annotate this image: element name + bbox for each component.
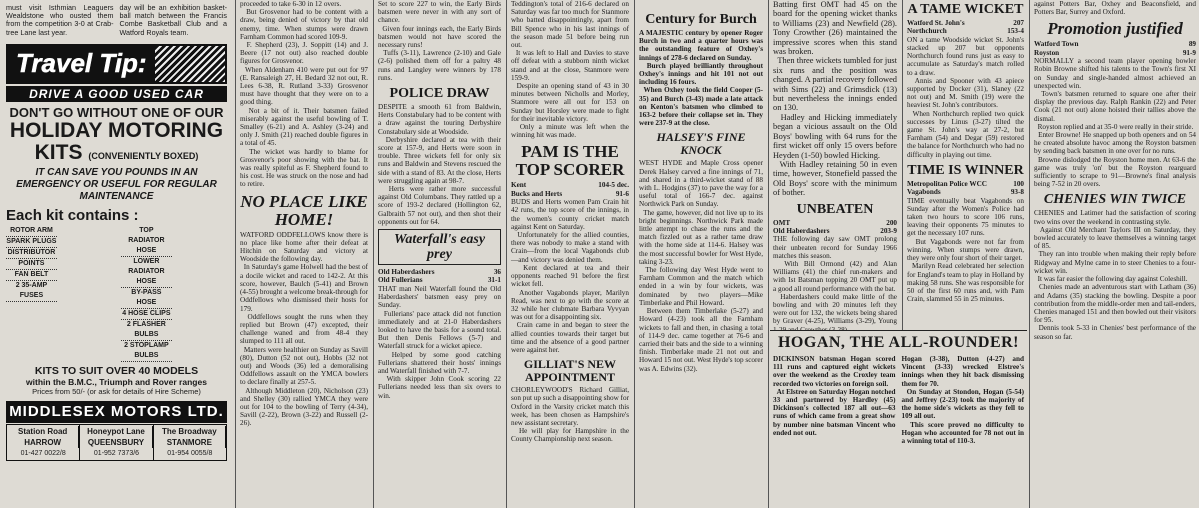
kit-item: 2 FLASHER BULBS <box>121 320 172 341</box>
score-line <box>378 276 501 284</box>
branch-tel: 01-954 0055/8 <box>167 449 213 457</box>
headline-unbeaten: UNBEATEN <box>796 201 874 217</box>
kit-item: 4 HOSE CLIPS <box>121 309 172 320</box>
team: Bucks and Herts <box>511 189 563 198</box>
branch-road: Honeypot Lane <box>80 426 152 437</box>
score-line <box>907 19 1024 27</box>
tame-wicket-report: ON a tame Woodside wicket St. John's stacked up 207 but opponents Northchurch found runs just as easy to accumulate as Saturday's match rolled to a draw. Annis and Spooner with 43 apiece supported by Docker (31), Slaney (22 not out) and M. Smith (19) were the heaviest St. John's contributors. When Northchurch replied two quick successes by Linus (3-27) tilted the game St. John's way at 27-2, but Farnham (54) and Degar (59) restored the balance for Northchurch who had no difficulty in playing out time. <box>907 35 1024 159</box>
headline-chenies-win-twice: CHENIES WIN TWICE <box>1043 192 1187 208</box>
kit-item: POINTS <box>6 259 57 270</box>
branch-tel: 01-427 0022/8 <box>20 449 66 457</box>
score-line <box>907 180 1024 188</box>
omt-report: Batting first OMT had 45 on the board for the opening wicket thanks to Williams (23) and Newfield (28). Tony Crowther (26) maintained the impressive scores when this stand was broken. Then three wickets tumbled for just six runs and the position was changed. A partial recovery followed with Sims (22) and Grimsdick (13) but nevertheless the innings ended on 130. Hadley and Hicking immediately began a vicious assault on the Old Boys' bowling with 64 runs for the first wicket off only 15 overs before Heyden (1-50) bowled Hicking. With Hadley retaining 50 in even time, however, Stonefield passed the Old Boys' score with the minimum of bother. <box>773 0 898 198</box>
team: Metropolitan Police WCC <box>907 179 987 188</box>
pam-crain-report: BUDS and Herts women Pam Crain hit 42 runs, the top score of the innings, in the women's county cricket match against Kent on Saturday. Unfortunately for the allied counties, there was nobody to make a stand with Crain—from the local Vagabonds club—and victory was denied them. Kent declared at tea and their opponents reached 91 before the first wicket fell. Another Vagabonds player, Marilyn Read, was next to go with the score at 32 while her clubmate Barbara Vyvyan was out for a disappointing six. Crain came in and began to steer the allied counties towards their target but time and the absence of a good partner were against her. <box>511 198 629 354</box>
team: Northchurch <box>907 27 947 36</box>
column-5 <box>636 0 766 508</box>
langley-report: Set to score 227 to win, the Early Birds batsmen were never in with any sort of chance. Given four innings each, the Early Birds batsmen would not have scored the necessary runs! Tuffs (3-11), Lawrence (2-10) and Gale (2-6) polished them off for a paltry 48 runs and Langley were winners by 178 runs. <box>378 0 502 82</box>
branch-road: The Broadway <box>154 426 226 437</box>
column-4 <box>508 0 632 508</box>
stanmore-report: Teddington's total of 216-6 declared on Saturday was far too much for Stanmore who batted disappointingly, apart from Bill Spence who in his last innings of the season made 51 before being run out. It was left to Hall and Davies to stave off defeat with a stubborn ninth wicket stand and at the close, Stanmore were 159-9. Despite an opening stand of 43 in 30 minutes between Nicholls and Morley, Stanmore were all out for 153 on Sunday but Horsley were made to fight for their inevitable victory. Only a minute was left when the winning hit was made. <box>511 0 630 140</box>
score: 153-4 <box>1007 27 1024 36</box>
branch-tel: 01-952 7373/6 <box>93 449 140 457</box>
advert-line-holiday: HOLIDAY MOTORING <box>9 118 224 142</box>
score: 89 <box>1188 40 1196 49</box>
branch-stanmore <box>154 425 226 460</box>
within-ranges: within the B.M.C., Triumph and Rover ranges <box>26 376 207 387</box>
headline-no-place-like-home: NO PLACE LIKE HOME! <box>240 191 368 229</box>
score: 93-8 <box>1010 188 1024 197</box>
kit-item: TOP RADIATOR HOSE <box>121 226 172 257</box>
score: 200 <box>886 218 897 227</box>
kit-list-right <box>121 226 227 362</box>
headline-gilliat: GILLIAT'S NEW APPOINTMENT <box>523 357 617 385</box>
headline-hogan: HOGAN, THE ALL-ROUNDER! <box>777 334 1019 351</box>
headline-waterfall: Waterfall's easy prey <box>378 229 501 265</box>
team: Royston <box>1034 48 1060 57</box>
kit-item: LOWER RADIATOR HOSE <box>121 257 172 288</box>
kit-item: 2 35-AMP FUSES <box>6 281 57 302</box>
score: 31-1 <box>487 276 501 285</box>
headline-time-is-winner: TIME IS WINNER <box>907 162 1024 178</box>
branch-list <box>6 424 227 461</box>
oddfellows-report: WATFORD ODDFELLOWS know there is no place like home after their defeat at Hitchin on Saturday and victory at Woodside the following day. In Saturday's game Holwell had the best of a docile wicket and raced to 142-2. At this score, however, Baulch (5-41) and Brown (4-55) brought a welcome break-through for Oddfellows who dismissed their hosts for 179. Oddfellows sought the runs when they replied but Brown (47) excepted, their challenge waned and from 48-4 they slumped to 111 all out. Matters were healthier on Sunday as Savill (80), Dutton (52 not out), Hobbs (32 not out) and Woods (36) led a demoralising Oddfellows assault on the YMCA bowlers to declare finally at 257-5. Although Middleton (20), Nicholson (23) and Shelley (30) rallied YMCA they were out for 104 to the bowling of Terry (4-34), Savill (2-22), Brown (3-22) and Russell (2-26). <box>240 230 368 428</box>
column-2 <box>237 0 371 508</box>
advert-top-text <box>6 4 227 39</box>
promotion-report: NORMALLY a second team player opening bowler Robin Browne shifted his talents to the Town's first XI on Sunday and single-handed almost achieved an unexpected win. Town's batsmen returned to square one after their display the previous day. Ralph Rankin (22) and Peter Cook (21 not out) alone hoisted their tallies above the dismal. Royston replied and at 35-0 were really in their stride. Enter Browne! He snapped up both openers and on 54 he created absolute havoc among the Royston batsmen by sending back batsmen in one over for no runs. Browne dislodged the Royston home men. At 63-6 the game was truly 'on' but the Royston rearguard sufficiently to scrape to 91—Browne's final analysis being 7-52 in 20 overs. <box>1034 57 1197 189</box>
score: 36 <box>493 268 501 277</box>
headline-pam-top-scorer: PAM IS THE TOP SCORER <box>515 142 625 180</box>
team: Old Haberdashers <box>378 268 435 277</box>
score: 91-6 <box>615 189 629 198</box>
branch-town: HARROW <box>7 437 79 448</box>
headline-police-draw: POLICE DRAW <box>389 86 490 102</box>
advert-line-save: IT CAN SAVE YOU POUNDS IN AN EMERGENCY OR USEFUL FOR REGULAR MAINTENANCE <box>16 166 217 202</box>
score: 91-9 <box>1182 48 1196 57</box>
column-8 <box>1031 0 1199 508</box>
branch-town: QUEENSBURY <box>80 437 152 448</box>
score-line <box>511 190 629 198</box>
kit-item: BY-PASS HOSE <box>121 288 172 309</box>
kit-item: SPARK PLUGS <box>6 237 57 248</box>
team: Old Haberdashers <box>773 226 830 235</box>
team: Watford St. John's <box>907 19 965 27</box>
unbeaten-report: THE following day saw OMT prolong their unbeaten record for Sunday 1966 matches this season. With Bill Ormond (42) and Alan Williams (41) the chief run-makers and with Ist Batsman topping 20 OMT put up a good all round performance with the bat. Haberdashers could make little of the bowling and with 20 minutes left they were out for 132, the wickets being shared by Graver (4-25), Williams (3-29), Young <box>773 235 898 326</box>
top-left-text: must visit Isthmian Leaguers Wealdstone who ousted them from the competition 3-0 at Crab-tree Lane last year. <box>6 3 116 37</box>
score-line <box>378 268 501 276</box>
burch-report: A MAJESTIC century by opener Roger Burch in two and a quarter hours was the outstanding feature of Oxhey's innings of 278-6 declared on Sunday. Burch played brilliantly throughout Oxhey's innings and hit 101 not out including 16 fours. When Oxhey took the field Cooper (5-35) and Burch (3-43) made a late attack on Kenton's batsmen who climbed to 163-2 before their collapse set in. They were 237-9 at the close. <box>639 29 763 128</box>
branch-harrow <box>7 425 80 460</box>
conveniently-boxed: (CONVENIENTLY BOXED) <box>88 150 199 161</box>
score-line <box>773 227 897 235</box>
company-name: MIDDLESEX MOTORS LTD. <box>6 401 227 423</box>
kit-item: ROTOR ARM <box>6 226 57 237</box>
team: OMT <box>773 218 791 227</box>
score-line <box>773 219 897 227</box>
score: 104-5 dec. <box>598 181 629 190</box>
column-rule <box>235 0 236 508</box>
kit-list <box>6 226 227 362</box>
branch-queensbury <box>80 425 153 460</box>
column-rule <box>506 0 507 508</box>
column-rule <box>373 0 374 508</box>
travel-tip-title: Travel Tip: <box>16 47 147 78</box>
score-line <box>1034 49 1196 57</box>
hogan-story <box>770 330 1027 508</box>
stripes-decoration <box>155 46 225 82</box>
kit-item: 2 STOPLAMP BULBS <box>121 341 172 362</box>
time-winner-report: TIME eventually beat Vagabonds on Sunday after the Women's Police had taken two hours to score 106 runs, leaving their opponents 75 minutes to get the necessary 107 runs. But Vagabonds were not far from winning. When stumps were drawn, they were only four short of their target. Marilyn Read celebrated her selection for England's team to play in Holland by making 58 runs. She was responsible for 50 of the first 60 runs and, with Pam Crain, slammed 55 in 25 minutes. <box>907 196 1025 304</box>
hogan-report-2: Hogan (3-38), Dutton (4-27) and Vincent (3-33) wrecked Elstree's innings when they hit back dismissing them for 70. On Sunday at Stondon, Hogan (5-54) and Jeffrey (2-23) took the majority of the home side's wickets as they fell to 109 all out. This score proved no difficulty to Hogan who accounted for 78 not out in a winning total of 110-3. <box>901 355 1024 446</box>
chenies-report: CHENIES and Latimer had the satisfaction of scoring two wins over the weekend in contrasting style. Against Old Merchant Taylors III on Saturday, they bowled accurately to leave themselves a winning target of 85. They ran into trouble when making their reply before Ridgway and Mylne came in to steer Chenies to a four-wicket win. It was far easier the following day against Coleshill. Chenies made an adventurous start with Latham (36) and Adams (35) stacking the bowling. Despite a poor contribution from the middle-order men and tail-enders, Chenies managed 151 and then bowled out their visitors for 95. Dennis took 5-33 in Chenies' best performance of the season so far. <box>1034 209 1197 341</box>
kits-word: KITS <box>34 140 83 164</box>
kit-heading: Each kit contains : <box>6 206 139 224</box>
score: 203-9 <box>880 226 897 235</box>
kit-list-left <box>6 226 112 362</box>
team: Watford Town <box>1034 40 1079 49</box>
branch-road: Station Road <box>7 426 79 437</box>
kits-to-suit: KITS TO SUIT OVER 40 MODELS <box>34 364 199 377</box>
intro-fragment: against Potters Bar, Oxhey and Beaconsfield, and Potters Bar, Surrey and Oxford. <box>1034 0 1198 17</box>
travel-tip-advert <box>0 0 233 508</box>
hogan-report-1: DICKINSON batsman Hogan scored 111 runs and captured eight wickets over the weekend as the Croxley team recorded two victories on foreign soil. At Elstree on Saturday Hogan notched 33 and partnered by Hardley (45) Dickinson's collected 187 all out—63 runs of which came from a great show by number nine batsman Vincent who ended not out. <box>773 355 896 437</box>
score: 207 <box>1013 19 1024 27</box>
advert-line-dont-go: DON'T GO WITHOUT ONE OF OUR <box>9 104 224 120</box>
column-rule <box>768 0 769 508</box>
drive-good-car-banner: DRIVE A GOOD USED CAR <box>6 86 227 102</box>
team: Kent <box>511 181 527 190</box>
score-line <box>907 188 1024 196</box>
waterfall-report: THAT man Neil Waterfall found the Old Haberdashers' batsmen easy prey on Sunday. Fullerians' pace attack did not function immediately and at 21-0 Haberdashers looked to have the basis for a sound total. But then Denis Fellows (5-7) and Waterfall struck for a wicket apiece. Helped by some good catching Fullerians shattered their hosts' innings and Waterfall finished with 7-7. With skipper John Cook scoring 22 Fullerians needed less than six overs to win. <box>378 284 502 400</box>
headline-promotion-justified: Promotion justified <box>1047 19 1183 39</box>
score: 100 <box>1013 179 1024 188</box>
top-right-text: day will be an exhibition basket-ball match between the Francis Combe Basketball Club and a Watford Royals team. <box>119 3 229 37</box>
kit-item: DISTRIBUTOR <box>6 248 57 259</box>
halsey-report: WEST HYDE and Maple Cross opener Derek Halsey carved a fine innings of 71, and shared in a third-wicket stand of 88 with L. Hodgins (37) to pave the way for a useful total of 166-7 dec. against Northwick Park on Sunday. The game, however, did not live up to its bright beginnings. Northwick Park made little attempt to chase the runs and the match fizzled out as a rather tame draw with the home side at 114-6. Halsey was the most successful bowler for West Hyde, taking 3-23. The following day West Hyde went to Farnham Common and the match which ended in a win by four wickets, was dominated by two players—Mike Timberlake and Phil Howard. Between them Timberlake (5-27) and Howard (4-23) took all the Farnham wickets to fall and then, in chasing a total of 114-9 dec. came together at 76-6 and carried their bats and the side to a winning finish. Timberlake made 21 not out and Howard 15 not out. West Hyde's top scorer was A. Edwins (32). <box>639 159 764 373</box>
score-line <box>1034 40 1196 48</box>
column-3 <box>375 0 504 508</box>
travel-tip-banner <box>6 44 227 84</box>
headline-century-for-burch: Century for Burch <box>645 12 757 27</box>
column-rule <box>634 0 635 508</box>
headline-halsey: HALSEY'S FINE KNOCK <box>656 130 746 158</box>
score-line <box>511 181 629 189</box>
police-report: DESPITE a smooth 61 from Baldwin, Herts Constabulary had to be content with a draw against the touring Derbyshire Constabulary side at Woodside. Derbyshire declared at tea with their score at 157-9, and Herts were soon in trouble. Three wickets fell for only six runs and Baldwin and Stevens rescued the side with a stand of 83. At the close, Herts were struggling again at 98-7. Herts were rather more successful against Old Columbans. They rattled up a score of 193-2 declared (Hollington 62, Galbraith 57 not out), and then shot their opponents out for 64. <box>378 103 501 226</box>
score-line <box>907 27 1024 35</box>
advert-line-kits <box>6 142 227 167</box>
kit-item: FAN BELT <box>6 270 57 281</box>
headline-tame-wicket: A TAME WICKET <box>907 2 1024 17</box>
hogan-columns <box>773 355 1024 447</box>
grosvenor-report: proceeded to take 6-30 in 12 overs. But Grosvenor had to be content with a draw, being denied of victory by that old enemy, time. When stumps were drawn Farnham Common had scored 109-9. F. Shepherd (23), J. Soppitt (14) and J. Beere (17 not out) also reached double figures for Grosvenor. When Aldenham 410 were put out for 97 (E. Ransaleigh 27, H. Bedard 32 not out, R. Lees 6-38, R. Rutland 3-33) Grosvenor must have thought that they were on to a good thing. Not a bit of it. Their batsmen failed miserably against the useful bowling of T. Smalley (6-21) and A. Ashley (3-24) and only J. Smith (21) reached double figures in a total of 45. The wicket was hardly to blame for Grosvenor's poor showing with the bat. It was really spiteful as F. Shepherd found to his cost. He was struck on the nose and had to retire. <box>240 0 369 189</box>
prices-line: Prices from 50/- (or ask for details of Hire Scheme) <box>32 386 201 396</box>
team: Old Fullerians <box>378 276 423 285</box>
gilliat-report: CHORLEYWOOD'S Richard Gilliat, son put up such a disappointing show for Oxford in the Varsity cricket match this week, has been chosen as Hampshire's new assistant secretary. He will play for Hampshire in the County Championship next season. <box>511 386 630 444</box>
branch-town: STANMORE <box>154 437 226 448</box>
team: Vagabonds <box>907 188 941 197</box>
column-rule <box>1029 0 1030 508</box>
